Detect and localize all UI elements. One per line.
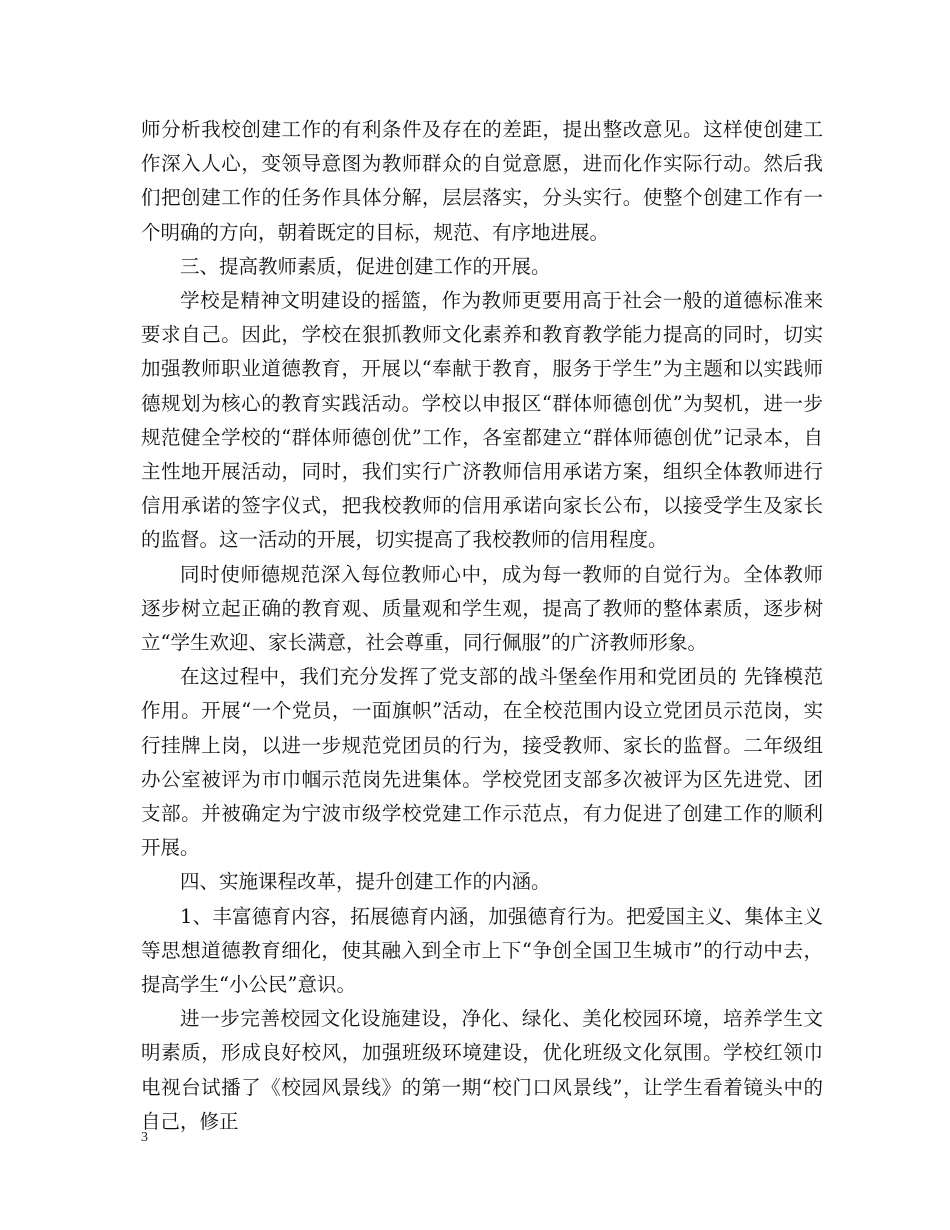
page-number: 3 [141,1130,148,1145]
paragraph: 进一步完善校园文化设施建设，净化、绿化、美化校园环境，培养学生文明素质，形成良好校风，加强班级环境建设，优化班级文化氛围。学校红领巾电视台试播了《校园风景线》的第一期“校门口风景线”，让学生看着镜头中的自己，修正 [141,1007,823,1133]
paragraph: 在这过程中，我们充分发挥了党支部的战斗堡垒作用和党团员的 先锋模范作用。开展“一个党员，一面旗帜”活动，在全校范围内设立党团员示范岗，实行挂牌上岗，以进一步规范党团员的行为，接受教师、家长的监督。二年级组办公室被评为市巾帼示范岗先进集体。学校党团支部多次被评为区先进党、团支部。并被确定为宁波市级学校党建工作示范点，有力促进了创建工作的顺利开展。 [141,665,823,860]
paragraph: 1、丰富德育内容，拓展德育内涵，加强德育行为。把爱国主义、集体主义等思想道德教育细化，使其融入到全市上下“争创全国卫生城市”的行动中去，提高学生“小公民”意识。 [141,904,823,997]
paragraph-continuation: 师分析我校创建工作的有利条件及存在的差距，提出整改意见。这样使创建工作深入人心，变领导意图为教师群众的自觉意愿，进而化作实际行动。然后我们把创建工作的任务作具体分解，层层落实，分头实行。使整个创建工作有一个明确的方向，朝着既定的目标，规范、有序地进展。 [141,118,823,244]
section-heading-4: 四、实施课程改革，提升创建工作的内涵。 [180,870,551,894]
paragraph: 学校是精神文明建设的摇篮，作为教师更要用高于社会一般的道德标准来要求自己。因此，学校在狠抓教师文化素养和教育教学能力提高的同时，切实加强教师职业道德教育，开展以“奉献于教育，服务于学生”为主题和以实践师德规划为核心的教育实践活动。学校以申报区“群体师德创优”为契机，进一步规范健全学校的“群体师德创优”工作，各室都建立“群体师德创优”记录本，自主性地开展活动，同时，我们实行广济教师信用承诺方案，组织全体教师进行信用承诺的签字仪式，把我校教师的信用承诺向家长公布，以接受学生及家长的监督。这一活动的开展，切实提高了我校教师的信用程度。 [141,289,823,552]
body-text [141,113,823,1139]
section-heading-3: 三、提高教师素质，促进创建工作的开展。 [180,254,551,278]
paragraph: 同时使师德规范深入每位教师心中，成为每一教师的自觉行为。全体教师逐步树立起正确的教育观、质量观和学生观，提高了教师的整体素质，逐步树立“学生欢迎、家长满意，社会尊重，同行佩服”的广济教师形象。 [141,562,823,655]
